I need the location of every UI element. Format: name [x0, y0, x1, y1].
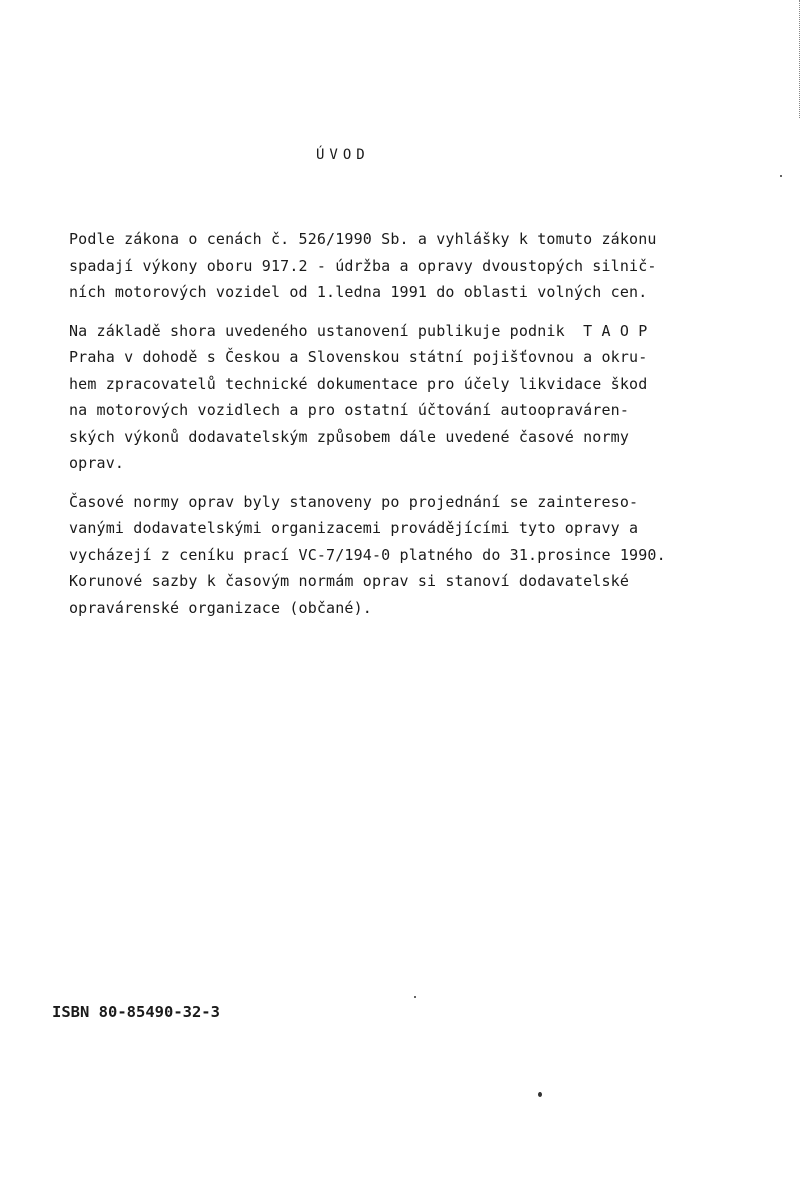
text-line: ních motorových vozidel od 1.ledna 1991 do oblasti volných cen.: [69, 283, 648, 301]
text-line: Časové normy oprav byly stanoveny po projednání se zaintereso-: [69, 492, 639, 511]
paragraph-3: [69, 489, 769, 622]
text-line: Praha v dohodě s Českou a Slovenskou státní pojišťovnou a okru-: [69, 348, 648, 366]
scan-speck: [538, 1092, 542, 1097]
scan-edge-mark: [796, 0, 800, 118]
scan-speck: [780, 175, 782, 177]
text-line: hem zpracovatelů technické dokumentace pro účely likvidace škod: [69, 374, 648, 393]
text-line: oprav.: [69, 454, 125, 472]
text-line: opravárenské organizace (občané).: [69, 598, 372, 617]
text-line: Podle zákona o cenách č. 526/1990 Sb. a vyhlášky k tomuto zákonu: [69, 230, 657, 248]
text-line: ských výkonů dodavatelským způsobem dále uvedené časové normy: [69, 427, 630, 446]
text-line: na motorových vozidlech a pro ostatní účtování autoopraváren-: [69, 401, 630, 419]
text-line: vycházejí z ceníku prací VC-7/194-0 platného do 31.prosince 1990.: [69, 545, 666, 564]
isbn-number: ISBN 80-85490-32-3: [52, 1003, 220, 1021]
text-line: Korunové sazby k časovým normám oprav si stanoví dodavatelské: [69, 572, 630, 590]
text-line: spadají výkony oboru 917.2 - údržba a opravy dvoustopých silnič-: [69, 256, 657, 275]
paragraph-2: [69, 318, 769, 477]
scan-speck: [414, 996, 416, 998]
paragraph-1: [69, 226, 769, 306]
page-title: ÚVOD: [316, 147, 370, 163]
text-line: Na základě shora uvedeného ustanovení publikuje podnik T A O P: [69, 321, 648, 340]
text-line: vanými dodavatelskými organizacemi provádějícími tyto opravy a: [69, 519, 639, 537]
document-body: [69, 226, 769, 633]
